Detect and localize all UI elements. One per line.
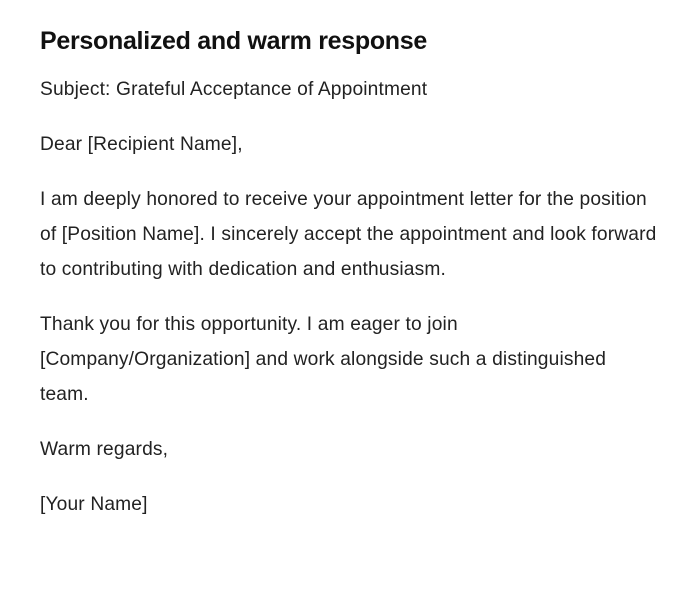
subject-line: Subject: Grateful Acceptance of Appointment	[40, 79, 428, 100]
document-title: Personalized and warm response	[40, 27, 427, 55]
greeting-line: Dear [Recipient Name],	[40, 134, 243, 155]
body-paragraph: I am deeply honored to receive your appointment letter for the position of [Position Name]. I sincerely accept the appointment and look forward to contributing with dedication and enthusiasm.	[40, 189, 657, 280]
closing-line: Warm regards,	[40, 439, 169, 460]
body-paragraph: Thank you for this opportunity. I am eager to join [Company/Organization] and work alongside such a distinguished team.	[40, 314, 607, 405]
signature-line: [Your Name]	[40, 494, 148, 515]
